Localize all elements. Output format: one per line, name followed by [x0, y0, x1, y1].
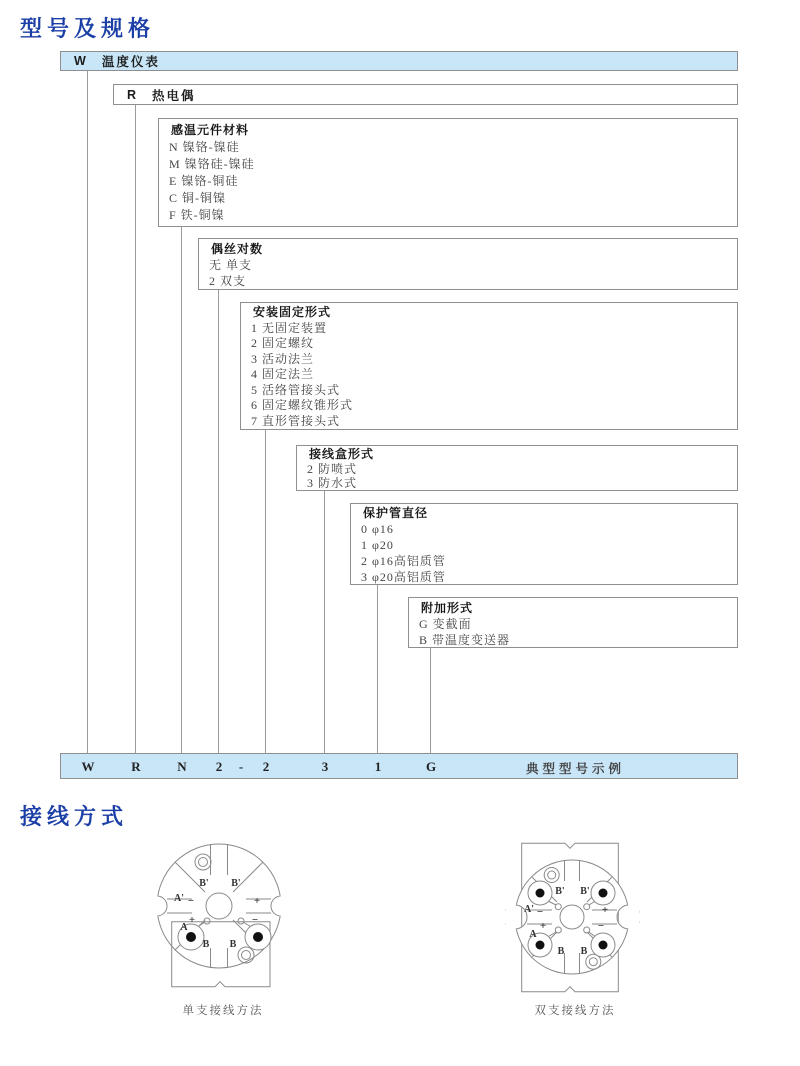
example-code: 1	[374, 759, 382, 774]
example-code: W	[81, 759, 95, 774]
example-code: 2	[262, 759, 270, 774]
spec-box-title: 附加形式	[421, 601, 474, 615]
polarity-sign: −	[187, 895, 195, 907]
label-thermocouple: 热电偶	[152, 88, 196, 103]
polarity-sign: +	[188, 914, 196, 926]
connector-line-pairs	[218, 290, 219, 753]
terminal-label: B	[580, 946, 588, 957]
spec-item: 7 直形管接头式	[251, 413, 341, 428]
spec-item: E 镍铬-铜硅	[169, 174, 239, 188]
example-caption: 典型型号示例	[526, 762, 626, 776]
spec-box-protection-tube-diameter	[350, 503, 738, 585]
spec-box-title: 接线盒形式	[309, 447, 375, 461]
spec-item: 3 φ20高铝质管	[361, 570, 446, 584]
section-title-wiring: 接线方式	[20, 804, 129, 829]
terminal-label: A'	[174, 893, 184, 904]
center-hole	[206, 893, 232, 919]
spec-item: F 铁-铜镍	[169, 208, 225, 222]
terminal-label: A	[529, 929, 537, 940]
spec-box-wire-pairs	[198, 238, 738, 290]
terminal-label: A'	[524, 904, 534, 915]
connector-line-tube-diameter	[377, 585, 378, 753]
polarity-sign: +	[601, 904, 609, 916]
spec-box-sensing-element-material	[158, 118, 738, 227]
spec-item: 2 φ16高铝质管	[361, 554, 446, 568]
spec-item: 2 防喷式	[307, 461, 358, 476]
typical-model-example-bar	[60, 753, 738, 779]
section-title-model-spec: 型号及规格	[20, 16, 156, 41]
polarity-sign: −	[251, 914, 259, 926]
spec-box-additional-form	[408, 597, 738, 648]
connector-line-w	[87, 71, 88, 753]
polarity-sign: −	[597, 920, 605, 932]
single-wiring-caption: 单支接线方法	[182, 1005, 264, 1017]
terminal-label: B'	[555, 886, 565, 897]
spec-item: 1 无固定装置	[251, 320, 328, 335]
polarity-sign: +	[539, 920, 547, 932]
spec-item: 2 双支	[209, 274, 247, 288]
spec-item: C 铜-铜镍	[169, 191, 227, 205]
label-temperature-instrument: 温度仪表	[101, 55, 160, 69]
spec-box-title: 安装固定形式	[253, 305, 332, 319]
connector-line-mounting	[265, 430, 266, 753]
spec-box-mounting-type	[240, 302, 738, 430]
connector-line-r	[135, 105, 136, 753]
spec-item: 6 固定螺纹锥形式	[251, 398, 354, 412]
terminal-label: B'	[580, 886, 590, 897]
example-code: 3	[321, 759, 329, 774]
terminal-label: B'	[199, 878, 209, 889]
connector-line-element	[181, 227, 182, 753]
terminal-label: B	[229, 939, 237, 950]
double-wiring-diagram	[505, 838, 640, 1003]
terminal-label: A	[180, 922, 188, 933]
spec-box-title: 保护管直径	[363, 506, 429, 520]
spec-box-title: 感温元件材料	[171, 123, 250, 137]
spec-item: N 镍铬-镍硅	[169, 140, 240, 154]
spec-item: 3 活动法兰	[251, 351, 315, 366]
polarity-sign: +	[253, 895, 261, 907]
example-code: G	[425, 759, 437, 774]
polarity-sign: −	[536, 906, 544, 918]
example-code: R	[131, 759, 141, 774]
connector-line-junction-box	[324, 491, 325, 753]
spec-box-r-thermocouple	[113, 84, 738, 105]
single-wiring-diagram	[140, 833, 320, 1003]
spec-item: 1 φ20	[361, 538, 394, 552]
spec-item: 2 固定螺纹	[251, 336, 315, 350]
example-code: 2	[215, 759, 223, 774]
code-r: R	[127, 87, 137, 102]
code-w: W	[74, 54, 86, 68]
example-code: N	[177, 759, 187, 774]
connector-line-additional	[430, 648, 431, 753]
spec-item: 3 防水式	[307, 476, 358, 490]
double-wiring-caption: 双支接线方法	[534, 1005, 616, 1017]
spec-box-junction-box-type	[296, 445, 738, 491]
spec-item: 0 φ16	[361, 522, 394, 536]
spec-item: M 镍铬硅-镍硅	[169, 157, 255, 171]
spec-item: 5 活络管接头式	[251, 382, 341, 397]
terminal-label: B	[557, 946, 565, 957]
spec-box-title: 偶丝对数	[211, 242, 264, 256]
center-hole	[560, 905, 584, 929]
spec-item: 4 固定法兰	[251, 367, 315, 381]
spec-item: B 带温度变送器	[419, 633, 511, 647]
terminal-label: B'	[231, 878, 241, 889]
terminal-label: B	[202, 939, 210, 950]
spec-item: G 变截面	[419, 617, 472, 631]
example-code-hyphen: -	[238, 759, 244, 774]
spec-item: 无 单支	[209, 258, 253, 272]
spec-box-w-temperature-instrument	[60, 51, 738, 71]
